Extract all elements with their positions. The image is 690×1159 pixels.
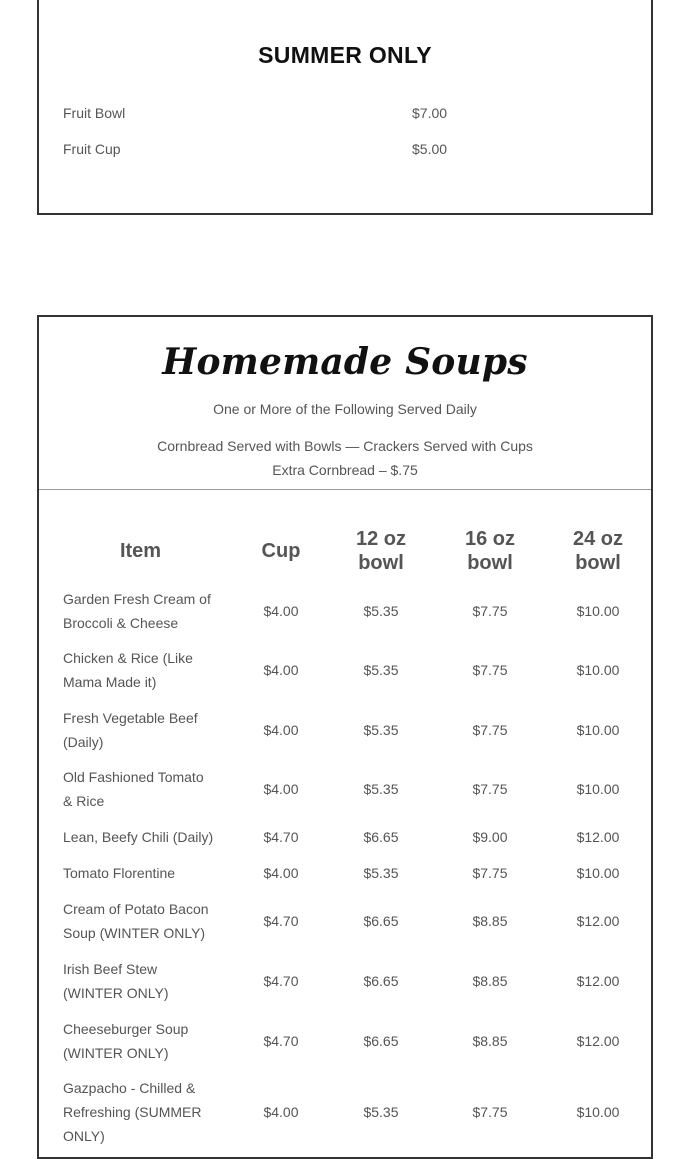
soup-name: Fresh Vegetable Beef (Daily) <box>63 710 198 750</box>
item-price: $7.00 <box>412 105 448 121</box>
price-12oz: $5.35 <box>363 662 399 678</box>
column-header-16oz: 16 oz bowl <box>464 528 516 574</box>
price-24oz: $12.00 <box>576 913 620 929</box>
price-cup: $4.00 <box>263 603 299 619</box>
price-24oz: $10.00 <box>576 722 620 738</box>
price-cup: $4.70 <box>263 973 299 989</box>
soup-name: Irish Beef Stew (WINTER ONLY) <box>63 961 169 1001</box>
column-header-cup: Cup <box>261 540 301 562</box>
price-16oz: $7.75 <box>472 1104 508 1120</box>
soups-note-extra-cornbread: Extra Cornbread – $.75 <box>272 462 418 478</box>
price-cup: $4.70 <box>263 913 299 929</box>
price-24oz: $12.00 <box>576 829 620 845</box>
price-16oz: $8.85 <box>472 913 508 929</box>
price-24oz: $10.00 <box>576 865 620 881</box>
soups-subtitle: One or More of the Following Served Daily <box>213 401 477 417</box>
price-12oz: $5.35 <box>363 722 399 738</box>
soups-note-cornbread: Cornbread Served with Bowls — Crackers Served with Cups <box>157 438 533 454</box>
price-16oz: $9.00 <box>472 829 508 845</box>
price-cup: $4.00 <box>263 722 299 738</box>
column-header-12oz: 12 oz bowl <box>355 528 407 574</box>
price-cup: $4.00 <box>263 865 299 881</box>
item-name: Fruit Bowl <box>63 105 126 121</box>
price-24oz: $10.00 <box>576 662 620 678</box>
price-16oz: $7.75 <box>472 603 508 619</box>
column-header-item: Item <box>119 540 162 562</box>
divider <box>39 489 651 490</box>
soups-title: Homemade Soups <box>162 341 528 383</box>
price-16oz: $8.85 <box>472 1033 508 1049</box>
price-cup: $4.00 <box>263 1104 299 1120</box>
item-price: $5.00 <box>412 141 448 157</box>
price-cup: $4.00 <box>263 662 299 678</box>
price-cup: $4.70 <box>263 1033 299 1049</box>
price-24oz: $10.00 <box>576 781 620 797</box>
column-header-24oz: 24 oz bowl <box>572 528 624 574</box>
summer-only-card <box>37 0 653 215</box>
soup-name: Garden Fresh Cream of Broccoli & Cheese <box>63 591 211 631</box>
summer-only-title: SUMMER ONLY <box>258 42 432 68</box>
price-24oz: $10.00 <box>576 603 620 619</box>
price-12oz: $6.65 <box>363 829 399 845</box>
soup-name: Old Fashioned Tomato & Rice <box>63 769 204 809</box>
price-12oz: $6.65 <box>363 913 399 929</box>
soup-name: Cream of Potato Bacon Soup (WINTER ONLY) <box>63 901 209 941</box>
price-12oz: $6.65 <box>363 1033 399 1049</box>
soup-name: Lean, Beefy Chili (Daily) <box>63 829 214 845</box>
price-16oz: $7.75 <box>472 662 508 678</box>
price-12oz: $6.65 <box>363 973 399 989</box>
soup-name: Cheeseburger Soup (WINTER ONLY) <box>63 1021 189 1061</box>
price-16oz: $7.75 <box>472 781 508 797</box>
price-cup: $4.00 <box>263 781 299 797</box>
homemade-soups-card <box>37 315 653 1159</box>
item-name: Fruit Cup <box>63 141 121 157</box>
price-12oz: $5.35 <box>363 1104 399 1120</box>
soup-name: Chicken & Rice (Like Mama Made it) <box>63 650 193 690</box>
price-16oz: $7.75 <box>472 722 508 738</box>
soup-name: Gazpacho - Chilled & Refreshing (SUMMER ONLY) <box>63 1080 202 1144</box>
price-16oz: $8.85 <box>472 973 508 989</box>
price-12oz: $5.35 <box>363 603 399 619</box>
price-cup: $4.70 <box>263 829 299 845</box>
price-12oz: $5.35 <box>363 865 399 881</box>
soup-name: Tomato Florentine <box>63 865 176 881</box>
price-12oz: $5.35 <box>363 781 399 797</box>
price-24oz: $12.00 <box>576 1033 620 1049</box>
price-24oz: $10.00 <box>576 1104 620 1120</box>
price-16oz: $7.75 <box>472 865 508 881</box>
price-24oz: $12.00 <box>576 973 620 989</box>
